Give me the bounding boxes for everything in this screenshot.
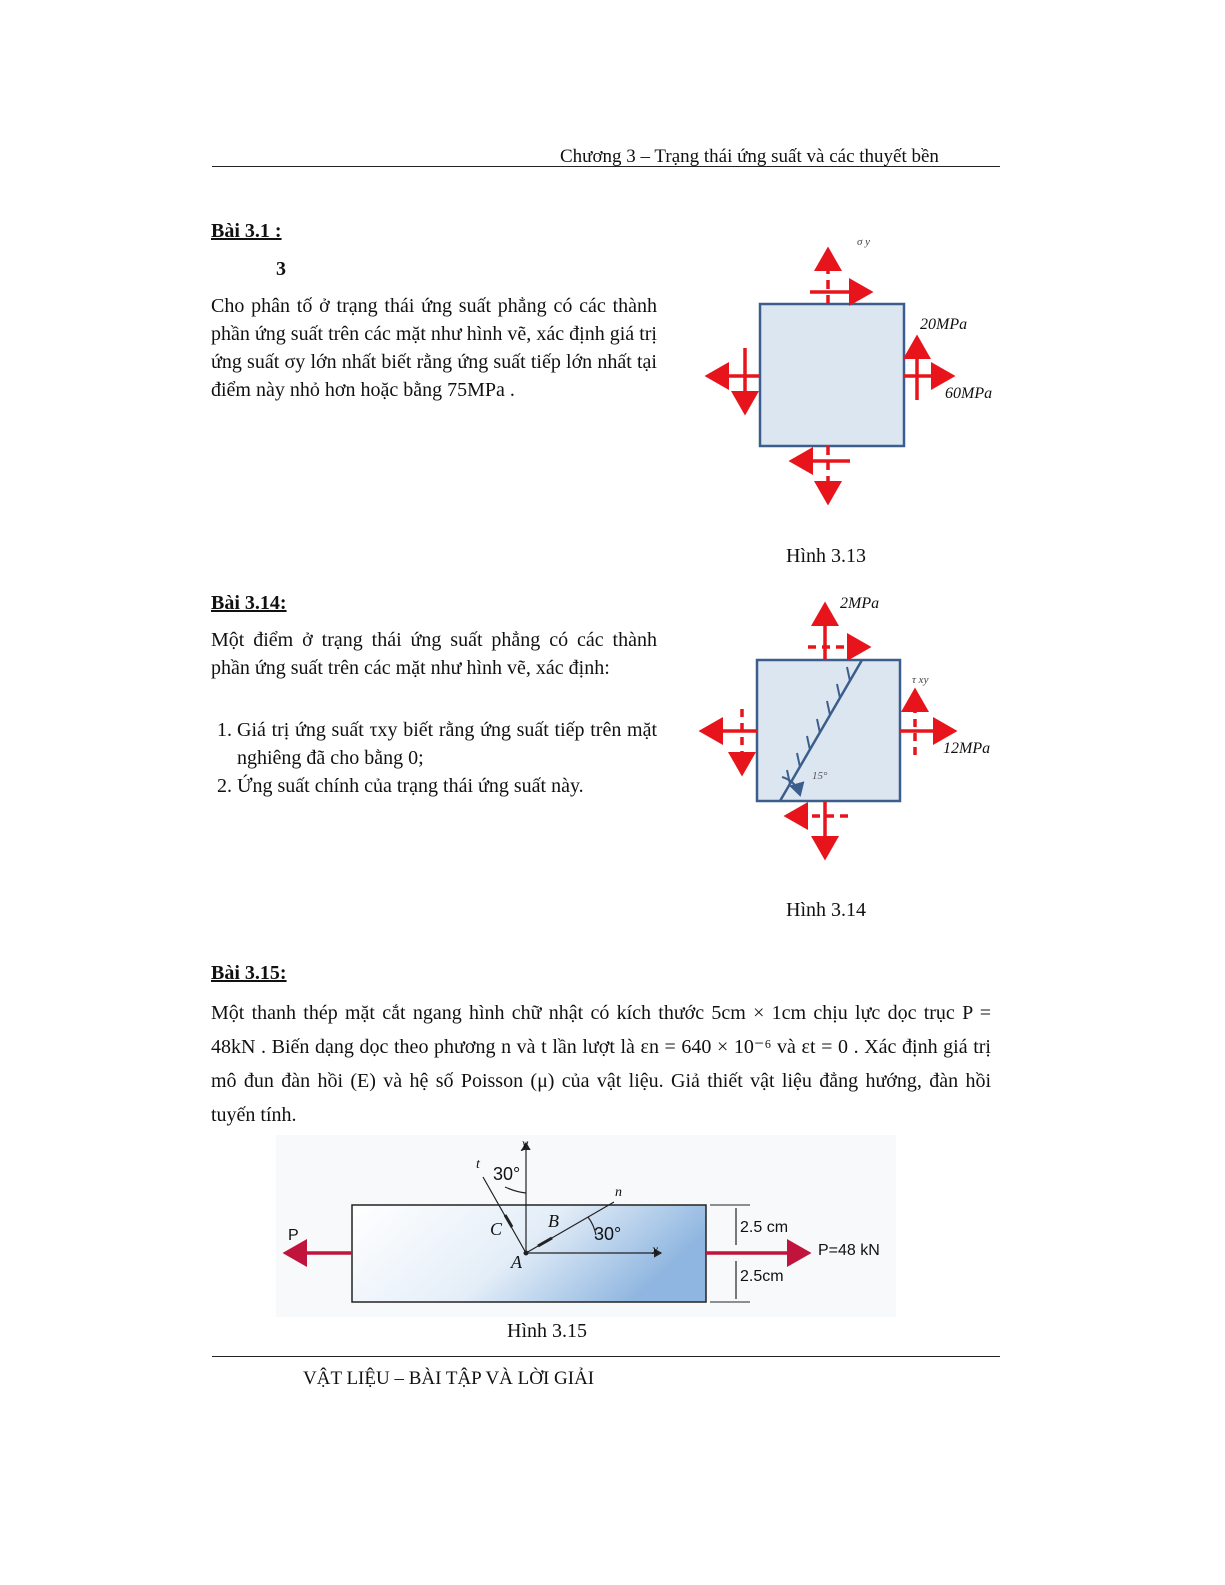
dimension-top-label: 2.5 cm	[740, 1219, 789, 1236]
figure-3-15-caption: Hình 3.15	[507, 1320, 587, 1342]
force-P-left-label: P	[288, 1227, 299, 1244]
header-rule	[212, 166, 1000, 167]
point-B-label: B	[548, 1211, 559, 1231]
axis-y-label: y	[522, 1137, 529, 1152]
figure-3-13-normal-label: 60MPa	[945, 385, 993, 402]
figure-3-14-tau-label: τ xy	[912, 674, 929, 686]
list-item: 2. Ứng suất chính của trạng thái ứng suất này.	[237, 772, 657, 800]
problem-3-15-text: Một thanh thép mặt cắt ngang hình chữ nhật có kích thước 5cm × 1cm chịu lực dọc trục P = 48kN . Biến dạng dọc theo phương n và t lần lượt là εn = 640 × 10⁻⁶ và εt = 0 . Xác định giá trị mô đun đàn hồi (E) và hệ số Poisson (μ) của vật liệu. Giả thiết vật liệu đẳng hướng, đàn hồi tuyến tính.	[211, 1002, 991, 1126]
figure-3-13-shear-label: 20MPa	[920, 316, 968, 333]
stress-element	[757, 660, 900, 801]
figure-3-15	[276, 1135, 896, 1317]
problem-3-15-title: Bài 3.15:	[211, 962, 287, 984]
axis-x-label: x	[652, 1243, 659, 1258]
point-A-label: A	[511, 1252, 522, 1272]
force-P-right-label: P=48 kN	[818, 1242, 880, 1259]
stress-element	[760, 304, 904, 446]
dimension-bottom-label: 2.5cm	[740, 1268, 784, 1285]
problem-3-14-list	[211, 716, 657, 800]
problem-3-14-text: Một điểm ở trạng thái ứng suất phẳng có các thành phần ứng suất trên các mặt như hình vẽ, xác định:	[211, 629, 657, 679]
angle-n-label: 30°	[594, 1224, 622, 1244]
figure-3-14-caption: Hình 3.14	[786, 899, 866, 921]
figure-3-14	[690, 595, 1010, 870]
problem-3-13-number: 3	[276, 258, 286, 280]
figure-3-14-top-label: 2MPa	[840, 595, 880, 612]
footer-rule	[212, 1356, 1000, 1357]
chapter-header: Chương 3 – Trạng thái ứng suất và các thuyết bền	[560, 146, 939, 167]
book-title-footer: VẬT LIỆU – BÀI TẬP VÀ LỜI GIẢI	[303, 1368, 595, 1389]
list-item: 1. Giá trị ứng suất τxy biết rằng ứng suất tiếp trên mặt nghiêng đã cho bằng 0;	[237, 716, 657, 772]
figure-3-13-caption: Hình 3.13	[786, 545, 866, 567]
figure-3-14-right-label: 12MPa	[943, 740, 991, 757]
axis-n-label: n	[615, 1185, 622, 1200]
problem-3-13-title: Bài 3.1 :	[211, 220, 282, 242]
figure-3-13	[690, 230, 1020, 520]
problem-3-14-title: Bài 3.14:	[211, 592, 287, 614]
figure-3-14-angle-label: 15°	[812, 770, 828, 782]
axis-t-label: t	[476, 1157, 480, 1172]
point-C-label: C	[490, 1219, 503, 1239]
angle-t-label: 30°	[493, 1164, 521, 1184]
problem-3-13-text: Cho phân tố ở trạng thái ứng suất phẳng có các thành phần ứng suất trên các mặt như hình vẽ, xác định giá trị ứng suất σy lớn nhất biết rằng ứng suất tiếp lớn nhất tại điểm này nhỏ hơn hoặc bằng 75MPa .	[211, 295, 657, 401]
figure-3-13-sigma-label: σ y	[857, 236, 871, 248]
